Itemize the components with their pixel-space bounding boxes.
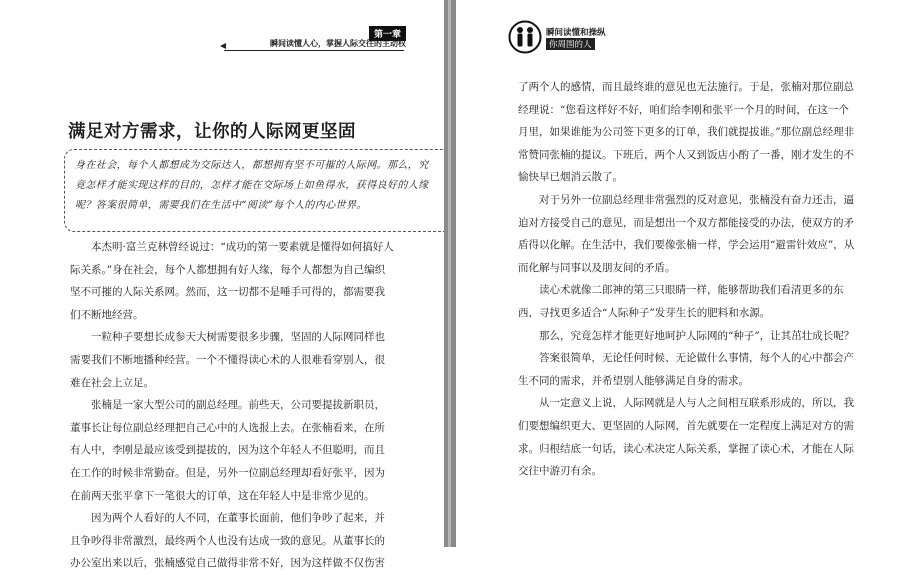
spine-highlight [448, 0, 451, 547]
right-running-header [508, 20, 708, 58]
paragraph: 答案很简单，无论任何时候、无论做什么事情，每个人的心中都会产生不同的需求，并希望别人能够满足自身的需求。 [518, 352, 854, 387]
abstract-box [64, 149, 444, 232]
paragraph: 一粒种子要想长成参天大树需要很多步骤，坚固的人际网同样也需要我们不断地播种经营。一个不懂得读心术的人很难看穿别人，很难在社会上立足。 [70, 331, 385, 389]
book-title: 瞬间读懂和操纵 [546, 28, 606, 38]
left-body-text [70, 236, 394, 575]
header-rule [224, 50, 404, 51]
two-people-logo-icon [508, 20, 542, 54]
chapter-subtitle: 瞬间读懂人心，掌握人际交往的主动权 [270, 39, 406, 48]
paragraph: 本杰明·富兰克林曾经说过：“成功的第一要素就是懂得如何搞好人际关系。”身在社会，每个人都想拥有好人缘，每个人都想为自己编织坚不可摧的人际关系网。然而，这一切都不是唾手可得的，都需要我们不断地经营。 [70, 241, 394, 321]
left-running-header [228, 26, 406, 52]
right-body-text [518, 76, 856, 483]
left-page [0, 0, 444, 570]
paragraph: 那么，究竟怎样才能更好地呵护人际网的“种子”，让其茁壮成长呢？ [539, 329, 855, 342]
paragraph: 张楠是一家大型公司的副总经理。前些天，公司要提拔新职员，董事长让每位副总经理把自己心中的人选报上去。在张楠看来，在所有人中，李刚是最应该受到提拔的，因为这个年轻人不但聪明，而且在工作的时候非常勤奋。但是，另外一位副总经理却看好张平，因为在前两天张平拿下一笔很大的订单，这在年轻人中是非常少见的。 [70, 399, 385, 502]
paragraph: 读心术就像二郎神的第三只眼睛一样，能够帮助我们看清更多的东西，寻找更多适合“人际种子”发芽生长的肥料和水源。 [518, 284, 844, 319]
chapter-badge: 第一章 [369, 26, 406, 41]
paragraph: 从一定意义上说，人际网就是人与人之间相互联系形成的，所以，我们要想编织更大、更坚固的人际网，首先就要在一定程度上满足对方的需求。归根结底一句话，读心术决定人际关系，掌握了读心术，才能在人际交往中游刃有余。 [518, 397, 854, 478]
abstract-text: 身在社会，每个人都想成为交际达人，都想拥有坚不可摧的人际网。那么，究竟怎样才能实现这样的目的，怎样才能在交际场上如鱼得水，获得良好的人缘呢？答案很简单，需要我们在生活中“阅读”每个人的内心世界。 [75, 160, 429, 211]
paragraph: 了两个人的感情，而且最终谁的意见也无法施行。于是，张楠对那位副总经理说：“您看这样好不好，咱们给李刚和张平一个月的时间，在这一个月里，如果谁能为公司签下更多的订单，我们就提拔谁。”那位副总经理非常赞同张楠的提议。下班后，两个人又到饭店小酌了一番，刚才发生的不愉快早已烟消云散了。 [518, 81, 855, 184]
right-page [456, 0, 900, 547]
book-subtitle: 你周围的人 [546, 38, 595, 50]
section-title: 满足对方需求，让你的人际网更坚固 [68, 122, 356, 142]
paragraph: 因为两个人看好的人不同，在董事长面前，他们争吵了起来，并且争吵得非常激烈，最终两个人也没有达成一致的意见。从董事长的办公室出来以后，张楠感觉自己做得非常不好，因为这样做不仅伤害 [70, 512, 385, 570]
paragraph: 对于另外一位副总经理非常强烈的反对意见，张楠没有奋力还击，逼迫对方接受自己的意见，而是想出一个双方都能接受的办法，使双方的矛盾得以化解。在生活中，我们要像张楠一样，学会运用“避雷针效应”，从而化解与同事以及朋友间的矛盾。 [518, 193, 855, 274]
arrow-left-icon [220, 43, 226, 49]
